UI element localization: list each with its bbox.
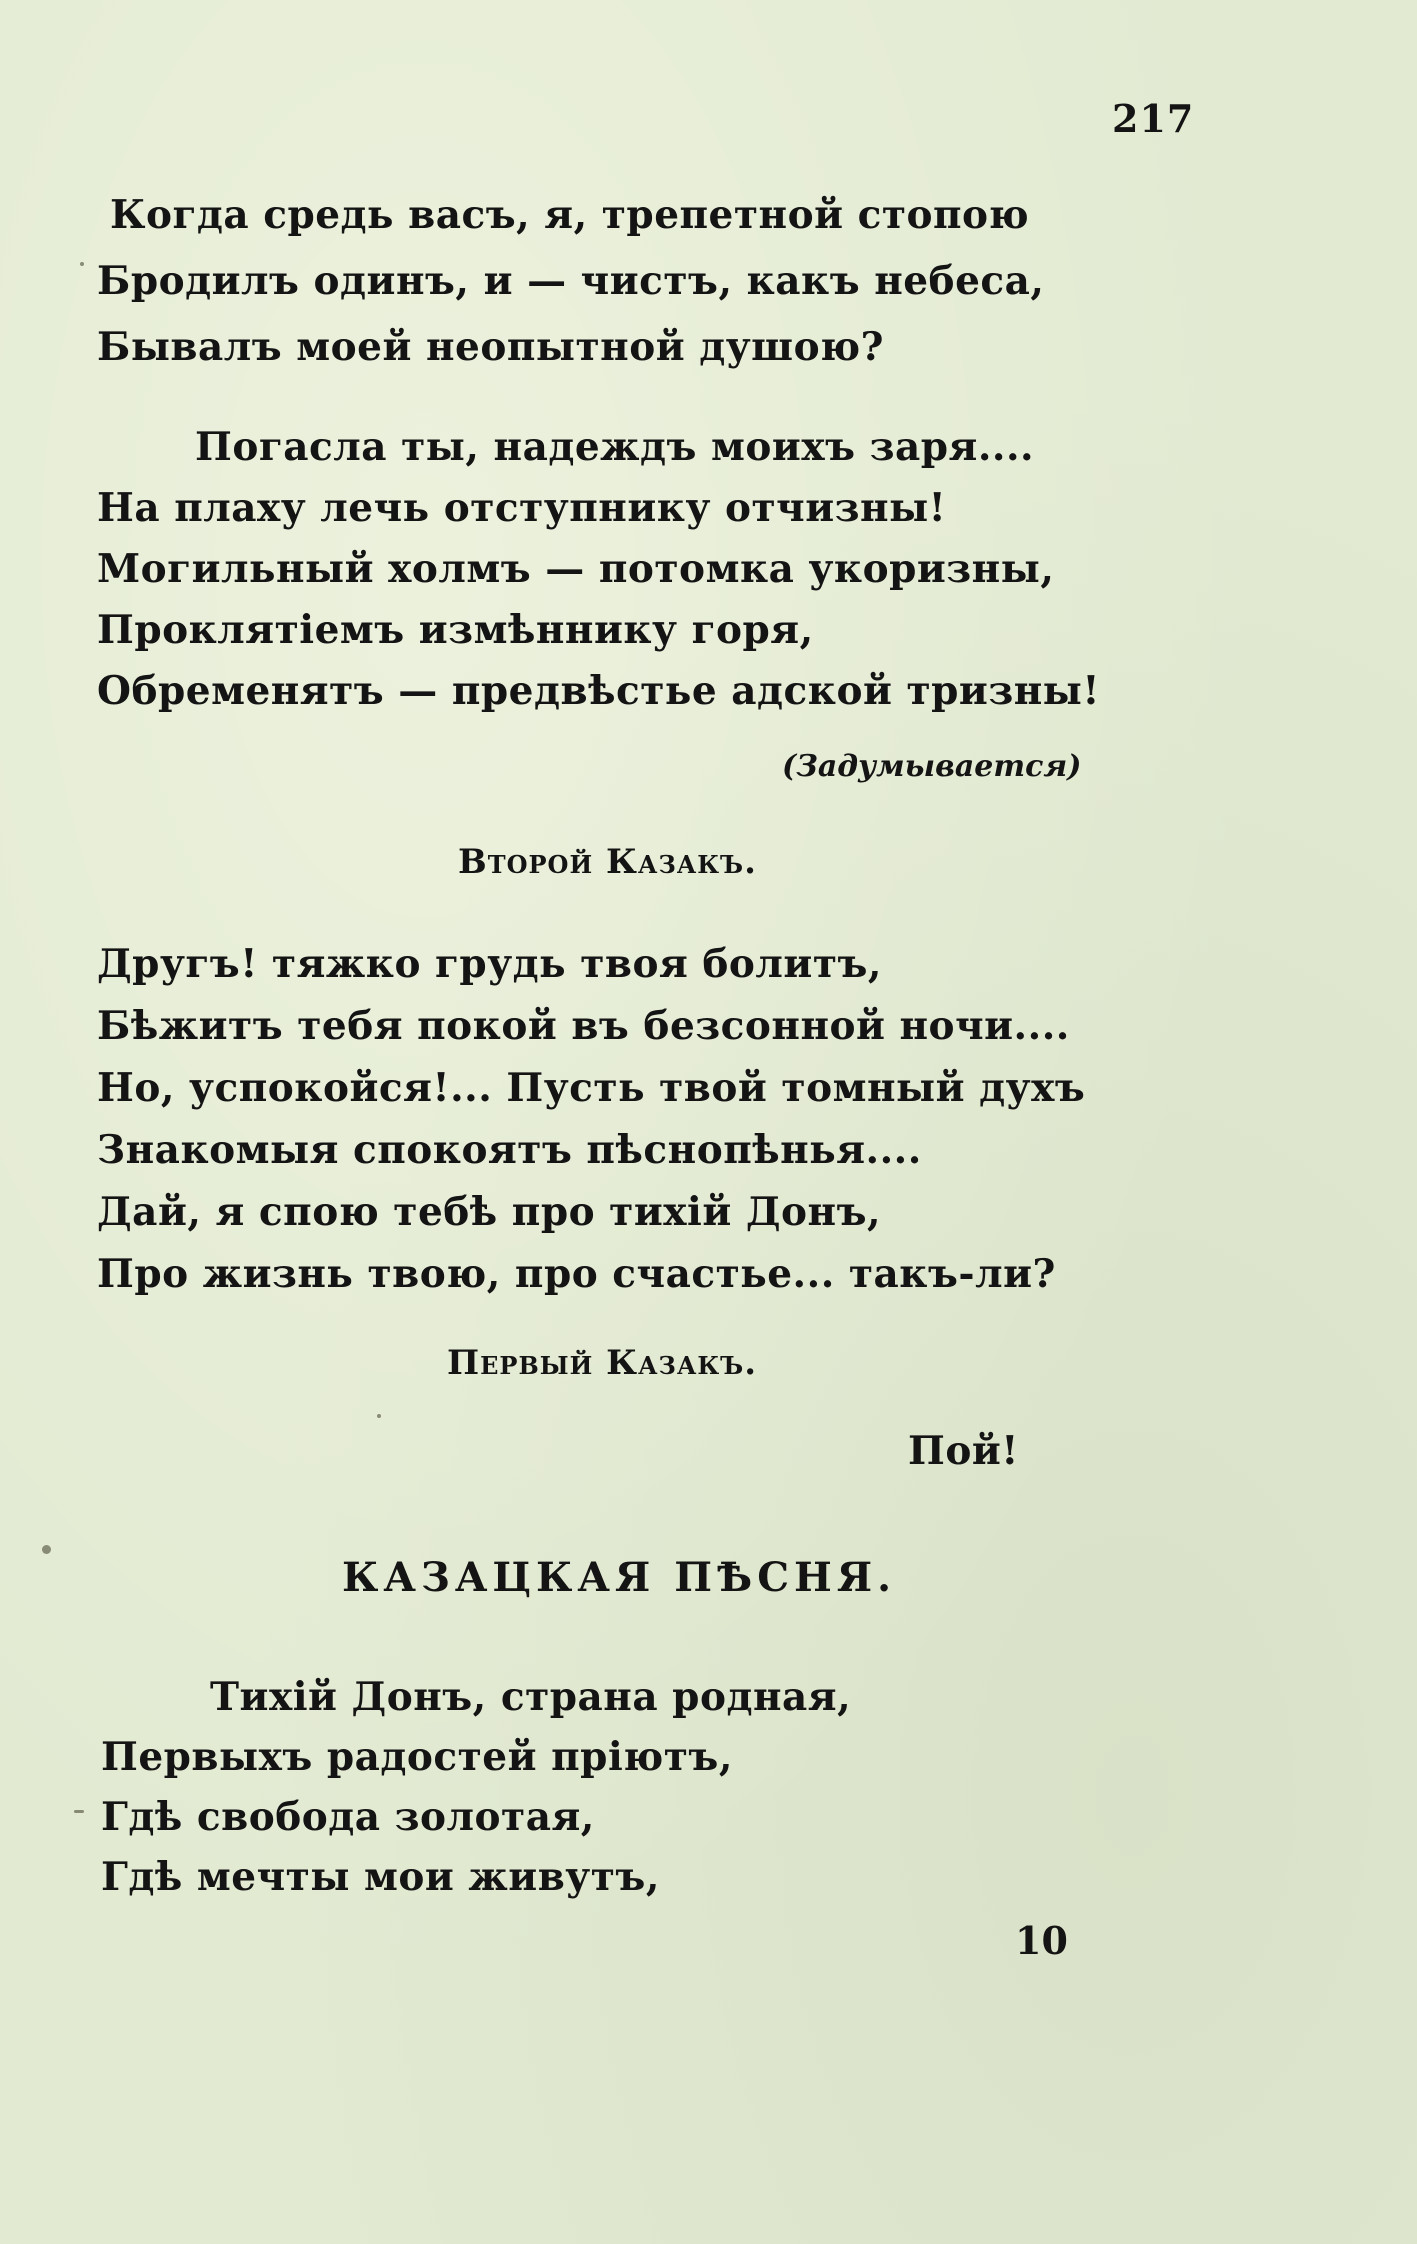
song-title: КАЗАЦКАЯ ПѢСНЯ. <box>342 1554 897 1601</box>
verse-line: Первыхъ радостей пріютъ, <box>101 1734 733 1780</box>
speaker-label: Первый Казакъ. <box>447 1343 758 1383</box>
verse-line: Про жизнь твою, про счастье... такъ-ли? <box>97 1251 1056 1297</box>
verse-line: Когда средь васъ, я, трепетной стопою <box>110 192 1030 238</box>
verse-line: Дай, я спою тебѣ про тихій Донъ, <box>97 1189 882 1235</box>
paper-speck <box>74 1810 84 1813</box>
verse-line: Тихій Донъ, страна родная, <box>210 1674 852 1720</box>
verse-line: Погасла ты, надеждъ моихъ заря.... <box>195 424 1035 470</box>
speaker-label: Второй Казакъ. <box>458 842 757 882</box>
verse-line: Проклятіемъ измѣннику горя, <box>97 607 814 653</box>
verse-line: Бывалъ моей неопытной душою? <box>97 324 884 370</box>
verse-line: Бродилъ одинъ, и — чистъ, какъ небеса, <box>97 258 1045 304</box>
verse-line: Гдѣ мечты мои живутъ, <box>101 1854 660 1900</box>
verse-line: Другъ! тяжко грудь твоя болитъ, <box>97 941 882 987</box>
verse-line: На плаху лечь отступнику отчизны! <box>97 485 947 531</box>
signature-mark: 10 <box>1015 1918 1068 1963</box>
verse-line: Могильный холмъ — потомка укоризны, <box>97 546 1055 592</box>
paper-speck <box>377 1414 381 1418</box>
verse-line: Знакомыя спокоятъ пѣснопѣнья.... <box>97 1127 922 1173</box>
verse-line: Гдѣ свобода золотая, <box>101 1794 595 1840</box>
stage-direction: (Задумывается) <box>782 749 1082 784</box>
verse-line: Обременятъ — предвѣстье адской тризны! <box>97 668 1100 714</box>
paper-speck <box>42 1545 51 1554</box>
reply-line: Пой! <box>908 1428 1019 1474</box>
page-number: 217 <box>1112 96 1195 141</box>
paper-speck <box>80 262 84 266</box>
verse-line: Но, успокойся!... Пусть твой томный духъ <box>97 1065 1086 1111</box>
verse-line: Бѣжитъ тебя покой въ безсонной ночи.... <box>97 1003 1070 1049</box>
